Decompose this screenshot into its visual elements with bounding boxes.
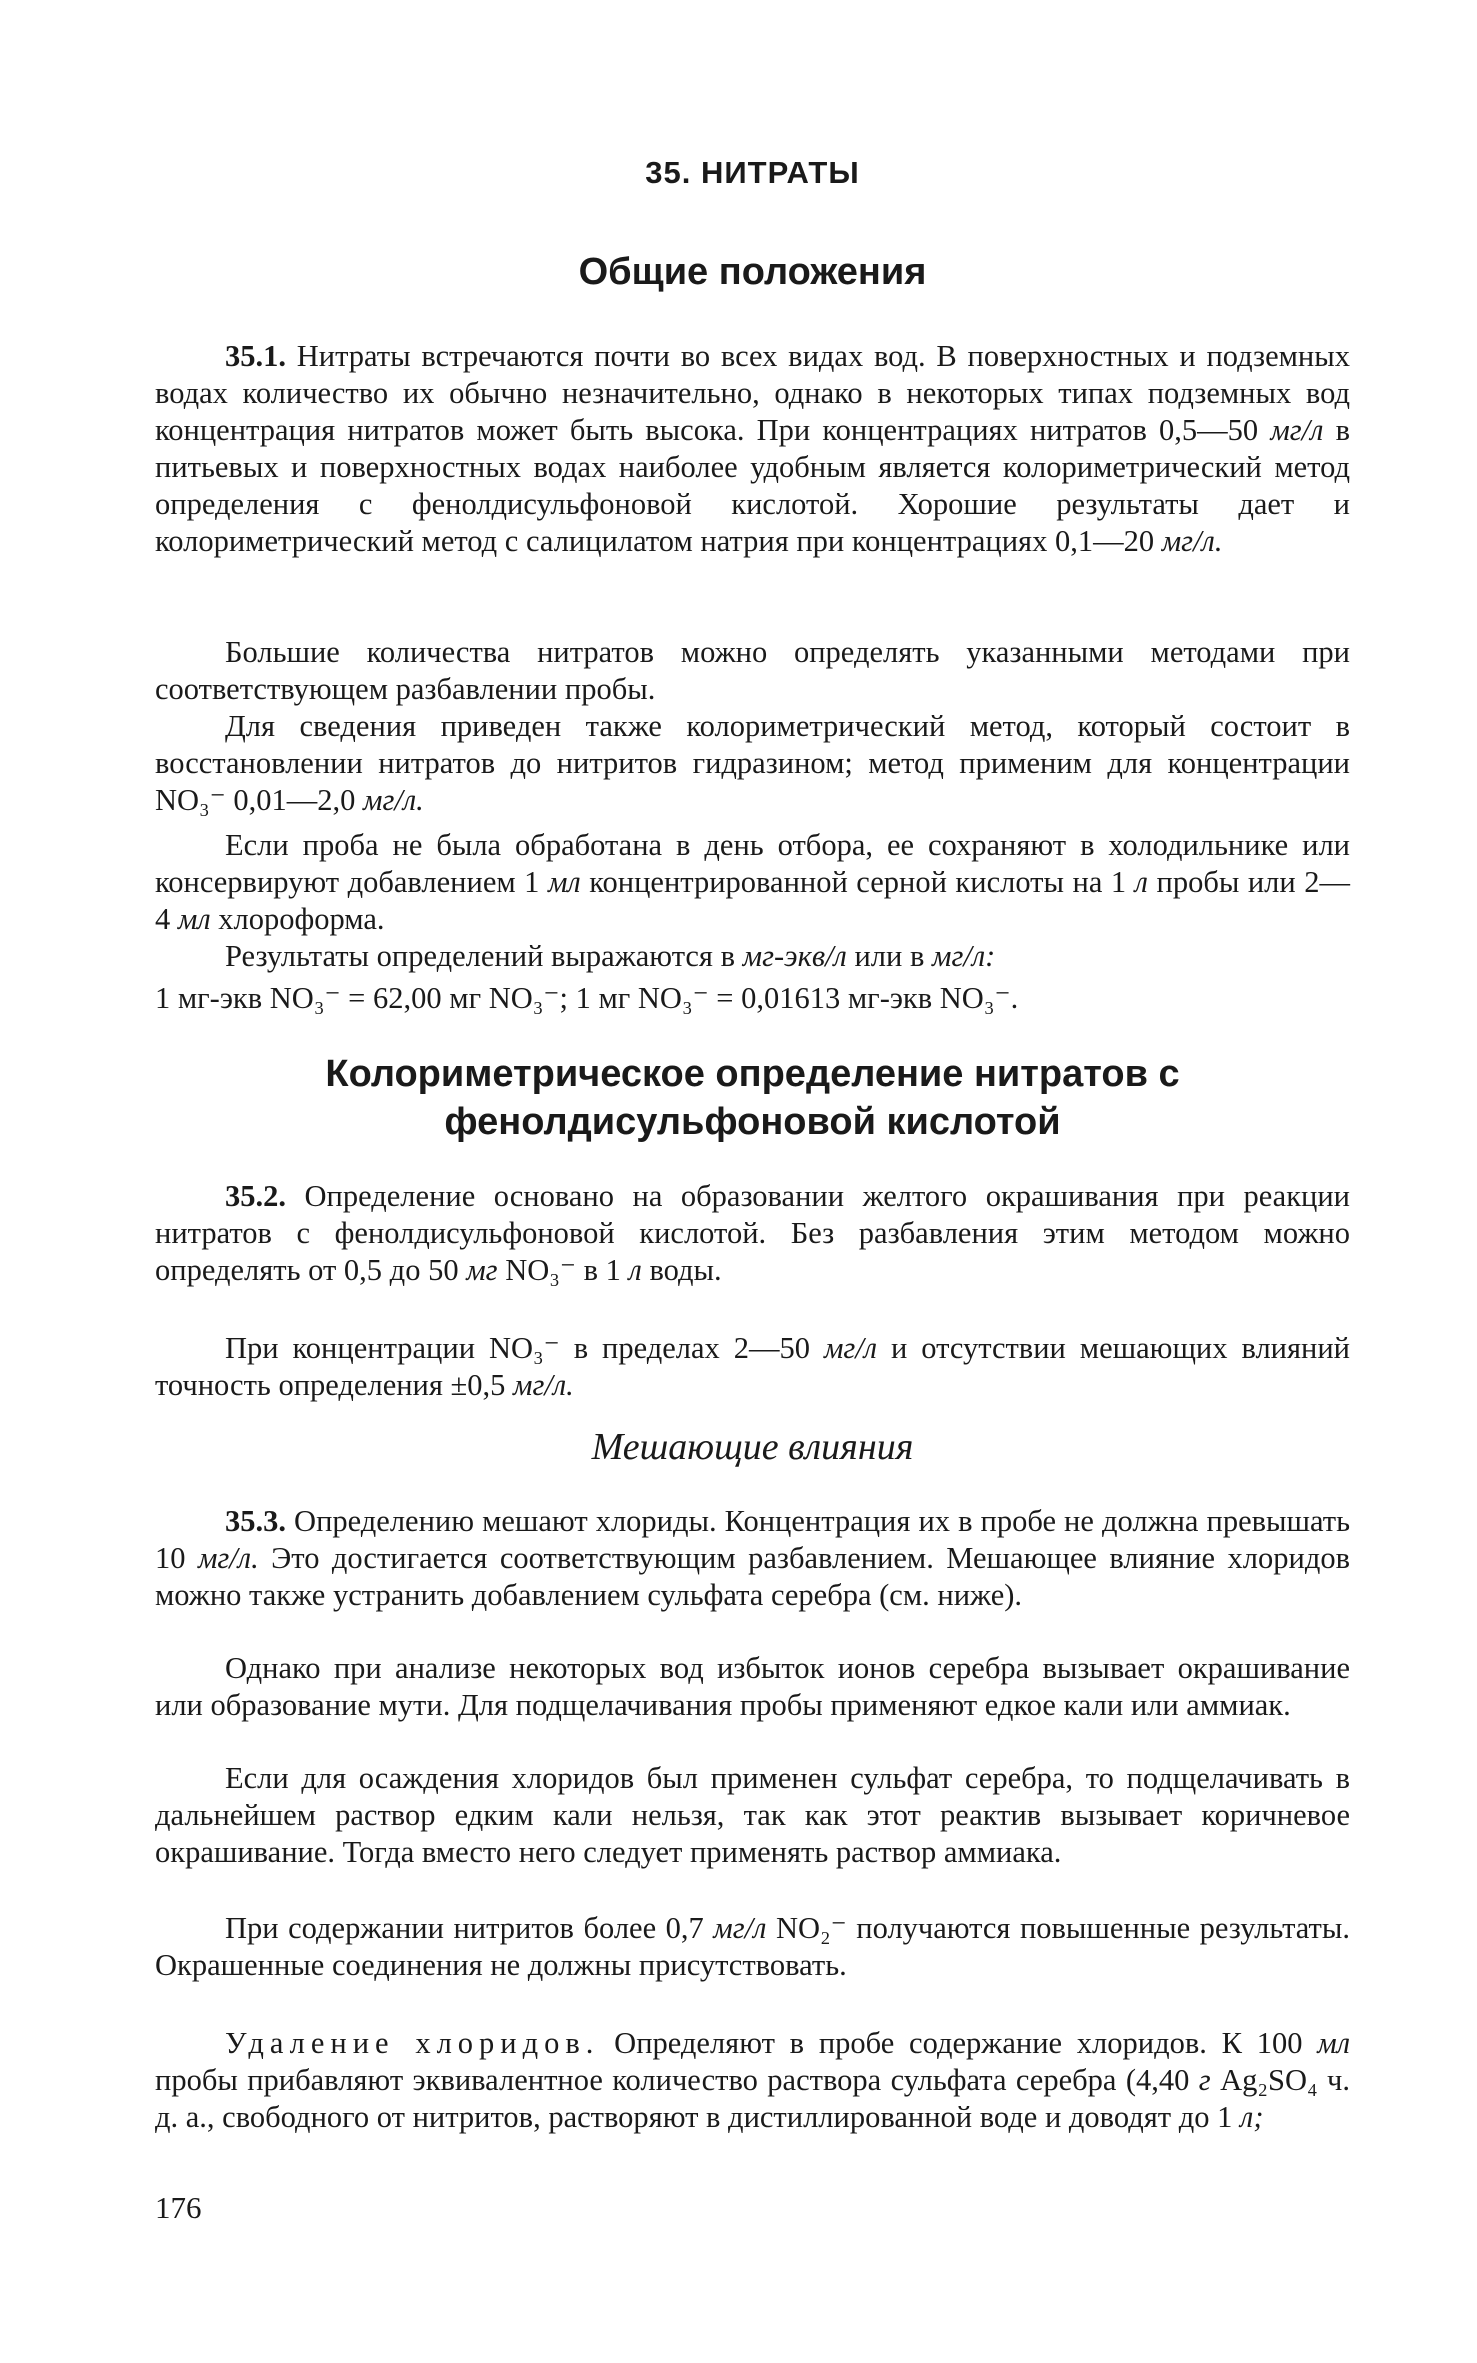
unit: мл [547,865,581,899]
unit: мг/л: [932,939,996,973]
text-run: Это достигается соответствующим разбавлением. Мешающее влияние хлоридов можно также устранить добавлением сульфата серебра (см. ниже). [155,1541,1350,1612]
unit: мг/л [1270,413,1324,447]
section-heading-interfering: Мешающие влияния [591,1426,914,1468]
text-run: пробы или 2—4 [155,865,1350,936]
paragraph-number: 35.3. [225,1504,286,1538]
section-heading-colorimetric: Колориметрическое определение нитратов с фенолдисульфоновой кислотой [325,1053,1180,1143]
chapter-title: 35. НИТРАТЫ [645,155,860,190]
section-heading-general: Общие положения [578,251,927,293]
unit: мл [1317,2026,1350,2060]
text-run: и отсутствии мешающих влияний точность определения ±0,5 [155,1331,1350,1402]
text-run: в питьевых и поверхностных водах наиболее удобным является колориметрический метод определения с фенолдисульфоновой кислотой. Хорошие результаты дает и колориметрический метод с салицилатом натрия при концентрациях 0,1—20 [155,413,1351,558]
unit: мл [177,902,211,936]
paragraph-nitrites [155,1910,1350,1984]
paragraph-accuracy [155,1330,1350,1404]
text-run: Если проба не была обработана в день отбора, ее сохраняют в холодильнике или консервируют добавлением 1 [155,828,1350,899]
text-run: NO₂⁻ получаются повышенные результаты. Окрашенные соединения не должны присутствовать. [155,1911,1350,1982]
text-run: Определению мешают хлориды. Концентрация их в пробе не должна превышать 10 [155,1504,1350,1575]
unit: мг/л. [363,783,424,817]
text-run: NO₃⁻ в 1 [497,1253,629,1287]
paragraph-results [155,938,1350,975]
text-run: пробы прибавляют эквивалентное количество раствора сульфата серебра (4,40 [155,2063,1199,2097]
page-number: 176 [155,2190,202,2225]
paragraph-silver-sulfate: Если для осаждения хлоридов был применен сульфат серебра, то подщелачивать в дальнейшем раствор едким кали нельзя, так как этот реактив вызывает коричневое окрашивание. Тогда вместо него следует применять раствор аммиака. [155,1761,1350,1869]
unit: г [1198,2063,1211,2097]
unit: мг/л. [1161,524,1223,558]
unit: мг/л. [513,1368,574,1402]
text-run: Определение основано на образовании желтого окрашивания при реакции нитратов с фенолдисульфоновой кислотой. Без разбавления этим методом можно определять от 0,5 до 50 [155,1179,1350,1287]
unit: л; [1240,2100,1264,2134]
unit: мг/л [713,1911,767,1945]
paragraph-number: 35.2. [225,1179,286,1213]
paragraph-35-2 [155,1178,1350,1289]
text-run: Результаты определений выражаются в [225,939,743,973]
text-run: или в [846,939,933,973]
text-run: При концентрации NO₃⁻ в пределах 2—50 [225,1331,824,1365]
conversion-formula: 1 мг-экв NO₃⁻ = 62,00 мг NO₃⁻; 1 мг NO₃⁻ = 0,01613 мг-экв NO₃⁻. [155,981,1019,1015]
spaced-subheading: Удаление хлоридов. [225,2026,600,2060]
paragraph-reference-method [155,708,1350,819]
unit: мг/л. [197,1541,259,1575]
paragraph-chloride-removal [155,2025,1350,2136]
unit: л [1134,865,1148,899]
unit: мг-экв/л [742,939,847,973]
unit: мг [466,1253,498,1287]
text-run: Ag₂SO₄ ч. д. а., свободного от нитритов, растворяют в дистиллированной воде и доводят до 1 [155,2063,1350,2134]
text-run: При содержании нитритов более 0,7 [225,1911,714,1945]
text-run: Для сведения приведен также колориметрический метод, который состоит в восстановлении нитратов до нитритов гидразином; метод применим для концентрации NO₃⁻ 0,01—2,0 [155,709,1350,817]
unit: л [628,1253,642,1287]
text-run: концентрированной серной кислоты на 1 [580,865,1135,899]
text-run: Определяют в пробе содержание хлоридов. К 100 [599,2026,1318,2060]
paragraph-35-3 [155,1503,1350,1614]
paragraph-35-1 [155,338,1350,560]
text-run: воды. [641,1253,722,1287]
text-run: Нитраты встречаются почти во всех видах вод. В поверхностных и подземных водах количество их обычно незначительно, однако в некоторых типах подземных вод концентрация нитратов может быть высока. При концентрациях нитратов 0,5—50 [155,339,1350,447]
paragraph-large-quantities: Большие количества нитратов можно определять указанными методами при соответствующем разбавлении пробы. [155,635,1350,706]
unit: мг/л [823,1331,878,1365]
paragraph-preservation [155,827,1350,938]
paragraph-silver-ions: Однако при анализе некоторых вод избыток ионов серебра вызывает окрашивание или образование мути. Для подщелачивания пробы применяют едкое кали или аммиак. [155,1651,1350,1722]
paragraph-number: 35.1. [225,339,286,373]
text-run: хлороформа. [210,902,385,936]
